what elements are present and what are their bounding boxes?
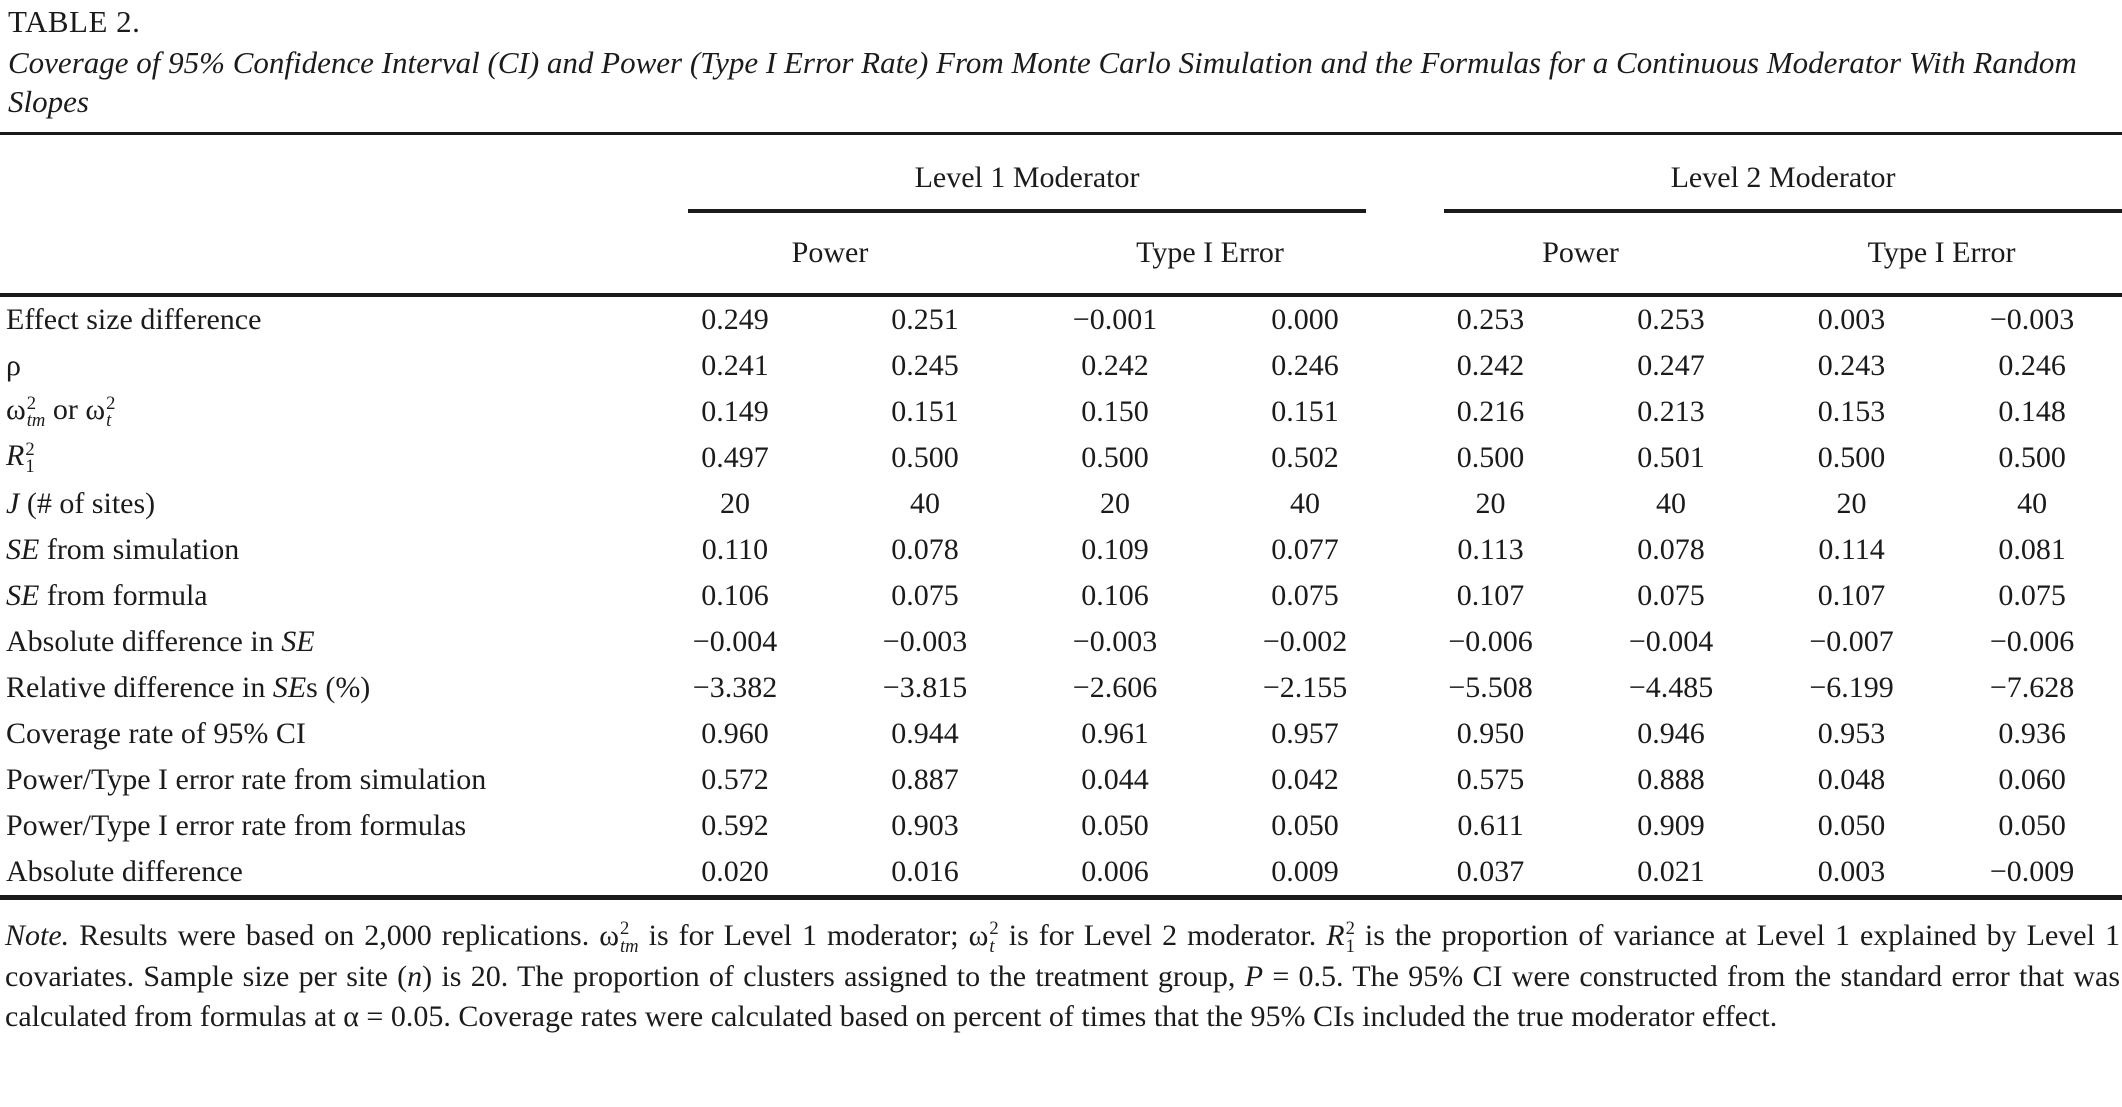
cell-value: 0.153 bbox=[1817, 395, 1886, 429]
results-table bbox=[0, 132, 2122, 900]
level1-power-header: Power bbox=[640, 213, 1020, 295]
cell-value: −0.004 bbox=[692, 625, 778, 659]
cell-value: −0.006 bbox=[1989, 625, 2075, 659]
cell-value: 0.078 bbox=[1637, 533, 1705, 567]
table-row bbox=[0, 435, 2122, 481]
cell-value: 0.961 bbox=[1081, 717, 1149, 751]
cell-value: 0.110 bbox=[701, 533, 769, 567]
row-label: Relative difference in SEs (%) bbox=[6, 671, 371, 705]
cell-value: 0.042 bbox=[1271, 763, 1339, 797]
table-row bbox=[0, 343, 2122, 389]
cell-value: 0.081 bbox=[1998, 533, 2066, 567]
cell-value: 40 bbox=[2017, 487, 2048, 521]
cell-value: 0.253 bbox=[1637, 303, 1705, 337]
cell-value: 0.936 bbox=[1998, 717, 2066, 751]
cell-value: 0.060 bbox=[1998, 763, 2066, 797]
cell-value: 0.107 bbox=[1817, 579, 1886, 613]
cell-value: 0.903 bbox=[891, 809, 959, 843]
level1-moderator-label: Level 1 Moderator bbox=[688, 161, 1366, 213]
cell-value: −6.199 bbox=[1809, 671, 1894, 705]
cell-value: 0.151 bbox=[891, 395, 959, 429]
level2-moderator-label: Level 2 Moderator bbox=[1444, 161, 2122, 213]
cell-value: 0.050 bbox=[1998, 809, 2066, 843]
cell-value: −4.485 bbox=[1628, 671, 1714, 705]
cell-value: −2.606 bbox=[1072, 671, 1158, 705]
row-label: ω 2 tm or ω 2 t bbox=[6, 392, 116, 432]
cell-value: 0.501 bbox=[1637, 441, 1705, 475]
cell-value: 0.497 bbox=[701, 441, 769, 475]
cell-value: 0.075 bbox=[1271, 579, 1339, 613]
table-number-label: TABLE 2. bbox=[8, 4, 141, 39]
cell-value: 0.500 bbox=[1817, 441, 1886, 475]
cell-value: 0.075 bbox=[1998, 579, 2066, 613]
cell-value: 0.078 bbox=[891, 533, 959, 567]
row-label: SE from simulation bbox=[6, 533, 240, 567]
cell-value: −3.382 bbox=[692, 671, 778, 705]
cell-value: 0.075 bbox=[891, 579, 959, 613]
cell-value: 0.960 bbox=[701, 717, 769, 751]
level1-type1-error-header: Type I Error bbox=[1020, 213, 1400, 295]
cell-value: 0.909 bbox=[1637, 809, 1705, 843]
cell-value: 0.888 bbox=[1637, 763, 1705, 797]
cell-value: 40 bbox=[910, 487, 940, 521]
row-label: SE from formula bbox=[6, 579, 208, 613]
cell-value: 0.006 bbox=[1081, 855, 1149, 889]
cell-value: 40 bbox=[1656, 487, 1687, 521]
table-row bbox=[0, 803, 2122, 849]
cell-value: 0.944 bbox=[891, 717, 959, 751]
table-body bbox=[0, 295, 2122, 898]
cell-value: 0.249 bbox=[701, 303, 769, 337]
table-row bbox=[0, 573, 2122, 619]
cell-value: 40 bbox=[1290, 487, 1321, 521]
cell-value: 0.592 bbox=[701, 809, 769, 843]
cell-value: 0.150 bbox=[1081, 395, 1149, 429]
table-row bbox=[0, 665, 2122, 711]
cell-value: −0.002 bbox=[1262, 625, 1348, 659]
table-row bbox=[0, 481, 2122, 527]
cell-value: 0.050 bbox=[1081, 809, 1149, 843]
cell-value: 0.021 bbox=[1637, 855, 1705, 889]
level2-power-header: Power bbox=[1400, 213, 1761, 295]
cell-value: 0.242 bbox=[1081, 349, 1149, 383]
row-label: Power/Type I error rate from simulation bbox=[6, 763, 487, 797]
cell-value: 20 bbox=[720, 487, 750, 521]
row-label: Effect size difference bbox=[6, 303, 262, 337]
cell-value: −0.003 bbox=[1989, 303, 2075, 337]
cell-value: 0.246 bbox=[1998, 349, 2066, 383]
cell-value: −0.003 bbox=[882, 625, 968, 659]
table-row bbox=[0, 757, 2122, 803]
level1-moderator-group-header bbox=[640, 134, 1400, 214]
cell-value: 20 bbox=[1475, 487, 1506, 521]
cell-value: −0.001 bbox=[1072, 303, 1158, 337]
row-label: J (# of sites) bbox=[6, 487, 156, 521]
cell-value: 0.247 bbox=[1637, 349, 1705, 383]
cell-value: −5.508 bbox=[1448, 671, 1533, 705]
cell-value: 0.050 bbox=[1817, 809, 1886, 843]
level2-moderator-group-header bbox=[1400, 134, 2122, 214]
table-header bbox=[0, 134, 2122, 296]
cell-value: 0.572 bbox=[701, 763, 769, 797]
table-row bbox=[0, 527, 2122, 573]
cell-value: 0.050 bbox=[1271, 809, 1339, 843]
cell-value: 0.107 bbox=[1456, 579, 1525, 613]
cell-value: −0.003 bbox=[1072, 625, 1158, 659]
row-label: R 2 1 bbox=[6, 438, 35, 478]
cell-value: 0.953 bbox=[1817, 717, 1886, 751]
cell-value: 0.950 bbox=[1456, 717, 1525, 751]
cell-value: 0.020 bbox=[701, 855, 769, 889]
table-row bbox=[0, 619, 2122, 665]
cell-value: 0.242 bbox=[1456, 349, 1525, 383]
row-label: Absolute difference bbox=[6, 855, 243, 889]
cell-value: 0.957 bbox=[1271, 717, 1339, 751]
table-note: Note. Results were based on 2,000 replications. ω 2 tm is for Level 1 moderator; ω 2 t is for Level 2 moderator. R 2 1 is the proportion of variance at Level 1 explained by Level 1 covariates. Sample size per site (n) is 20. The proportion of clusters assigned to the treatment group, P = 0.5. The 95% CI were constructed from the standard error that was calculated from formulas at α = 0.05. Coverage rates were calculated based on percent of times that the 95% CIs included the true moderator effect. bbox=[5, 918, 2120, 1033]
cell-value: 0.075 bbox=[1637, 579, 1705, 613]
cell-value: 0.887 bbox=[891, 763, 959, 797]
cell-value: −7.628 bbox=[1989, 671, 2075, 705]
cell-value: 0.575 bbox=[1456, 763, 1525, 797]
cell-value: 0.048 bbox=[1817, 763, 1886, 797]
cell-value: 0.000 bbox=[1271, 303, 1339, 337]
cell-value: 20 bbox=[1100, 487, 1130, 521]
cell-value: −0.007 bbox=[1809, 625, 1894, 659]
cell-value: 0.044 bbox=[1081, 763, 1149, 797]
row-label: Coverage rate of 95% CI bbox=[6, 717, 306, 751]
cell-value: 0.149 bbox=[701, 395, 769, 429]
table-caption: Coverage of 95% Confidence Interval (CI) and Power (Type I Error Rate) From Monte Carlo Simulation and the Formulas for a Continuous Moderator With Random Slopes bbox=[8, 45, 2077, 119]
row-label-column-header bbox=[0, 134, 640, 296]
cell-value: 0.246 bbox=[1271, 349, 1339, 383]
cell-value: 0.611 bbox=[1457, 809, 1524, 843]
table-row bbox=[0, 711, 2122, 757]
cell-value: 0.500 bbox=[1998, 441, 2066, 475]
cell-value: 0.148 bbox=[1998, 395, 2066, 429]
cell-value: −0.009 bbox=[1989, 855, 2075, 889]
level2-type1-error-header: Type I Error bbox=[1761, 213, 2122, 295]
table-row bbox=[0, 295, 2122, 343]
table-row bbox=[0, 849, 2122, 898]
cell-value: 0.009 bbox=[1271, 855, 1339, 889]
table-row bbox=[0, 389, 2122, 435]
cell-value: 0.151 bbox=[1271, 395, 1339, 429]
cell-value: 20 bbox=[1836, 487, 1867, 521]
cell-value: 0.253 bbox=[1456, 303, 1525, 337]
cell-value: 0.113 bbox=[1457, 533, 1524, 567]
cell-value: 0.243 bbox=[1817, 349, 1886, 383]
cell-value: 0.037 bbox=[1456, 855, 1525, 889]
cell-value: −0.006 bbox=[1448, 625, 1533, 659]
cell-value: 0.003 bbox=[1817, 303, 1886, 337]
row-label: ρ bbox=[6, 349, 21, 383]
cell-value: 0.106 bbox=[701, 579, 769, 613]
cell-value: −2.155 bbox=[1262, 671, 1348, 705]
cell-value: 0.946 bbox=[1637, 717, 1705, 751]
cell-value: 0.077 bbox=[1271, 533, 1339, 567]
cell-value: 0.114 bbox=[1818, 533, 1885, 567]
cell-value: 0.109 bbox=[1081, 533, 1149, 567]
column-group-row bbox=[0, 134, 2122, 214]
row-label: Absolute difference in SE bbox=[6, 625, 315, 659]
cell-value: 0.241 bbox=[701, 349, 769, 383]
cell-value: −0.004 bbox=[1628, 625, 1714, 659]
cell-value: 0.216 bbox=[1456, 395, 1525, 429]
cell-value: 0.003 bbox=[1817, 855, 1886, 889]
cell-value: 0.016 bbox=[891, 855, 959, 889]
cell-value: 0.106 bbox=[1081, 579, 1149, 613]
cell-value: −3.815 bbox=[882, 671, 968, 705]
cell-value: 0.500 bbox=[891, 441, 959, 475]
cell-value: 0.213 bbox=[1637, 395, 1705, 429]
row-label: Power/Type I error rate from formulas bbox=[6, 809, 467, 843]
cell-value: 0.500 bbox=[1456, 441, 1525, 475]
cell-value: 0.502 bbox=[1271, 441, 1339, 475]
cell-value: 0.500 bbox=[1081, 441, 1149, 475]
cell-value: 0.245 bbox=[891, 349, 959, 383]
cell-value: 0.251 bbox=[891, 303, 959, 337]
